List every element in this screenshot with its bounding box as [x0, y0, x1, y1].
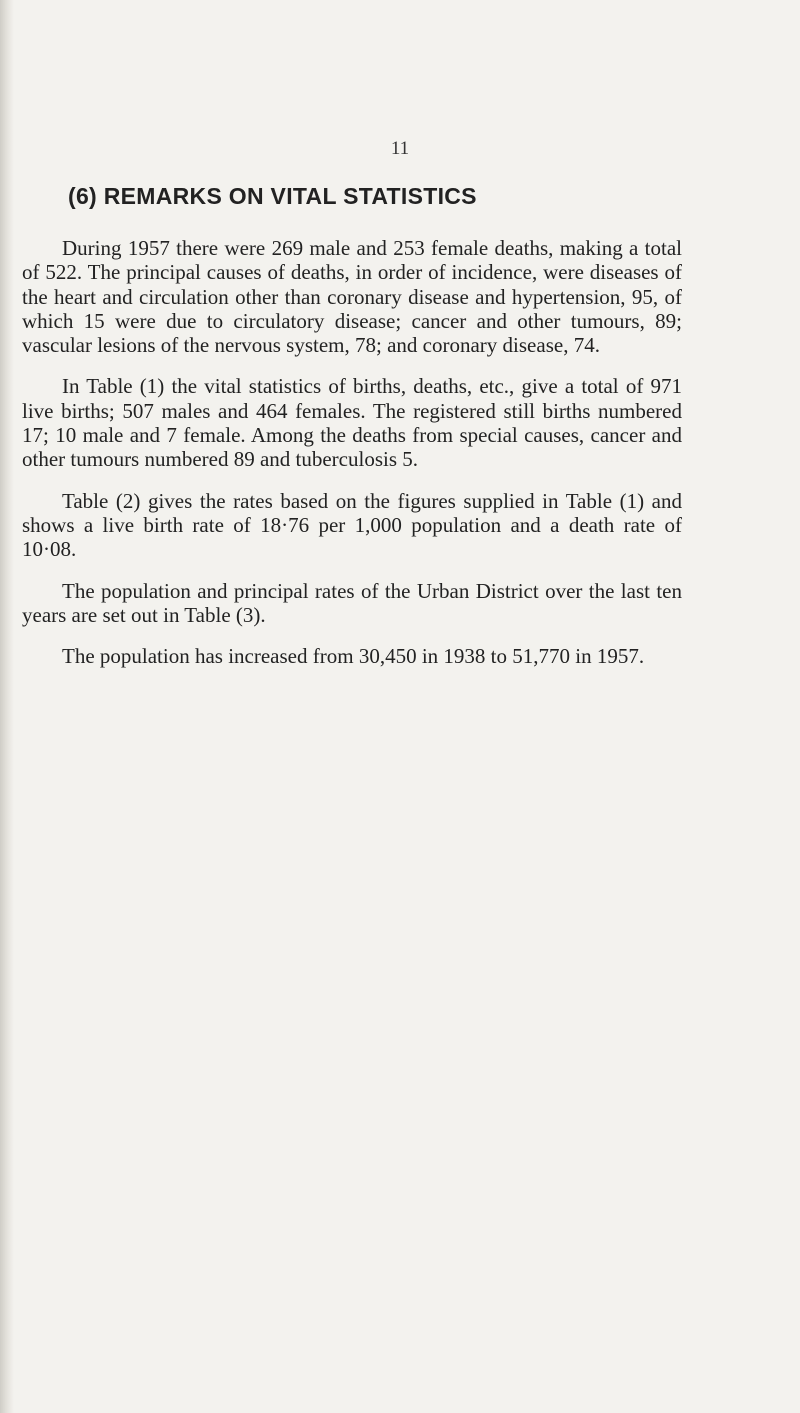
paragraph-rates: Table (2) gives the rates based on the figures supplied in Table (1) and shows a live birth rate of 18·76 per 1,000 population and a death rate of 10·08. — [22, 488, 682, 562]
section-heading: (6) REMARKS ON VITAL STATISTICS — [68, 183, 477, 209]
body-text — [22, 236, 682, 685]
page-number: 11 — [390, 138, 410, 159]
page-binding-edge — [0, 0, 14, 1413]
paragraph-population-table: The population and principal rates of the Urban District over the last ten years are set out in Table (3). — [22, 578, 682, 627]
paragraph-deaths: During 1957 there were 269 male and 253 female deaths, making a total of 522. The principal causes of deaths, in order of incidence, were diseases of the heart and circulation other than coronary disease and hypertension, 95, of which 15 were due to circulatory disease; cancer and other tumours, 89; vascular lesions of the nervous system, 78; and coronary disease, 74. — [22, 236, 682, 358]
paragraph-population-increase: The population has increased from 30,450 in 1938 to 51,770 in 1957. — [62, 644, 645, 669]
paragraph-births: In Table (1) the vital statistics of births, deaths, etc., give a total of 971 live births; 507 males and 464 females. The registered still births numbered 17; 10 male and 7 female. Among the deaths from special causes, cancer and other tumours numbered 89 and tuberculosis 5. — [22, 374, 682, 472]
